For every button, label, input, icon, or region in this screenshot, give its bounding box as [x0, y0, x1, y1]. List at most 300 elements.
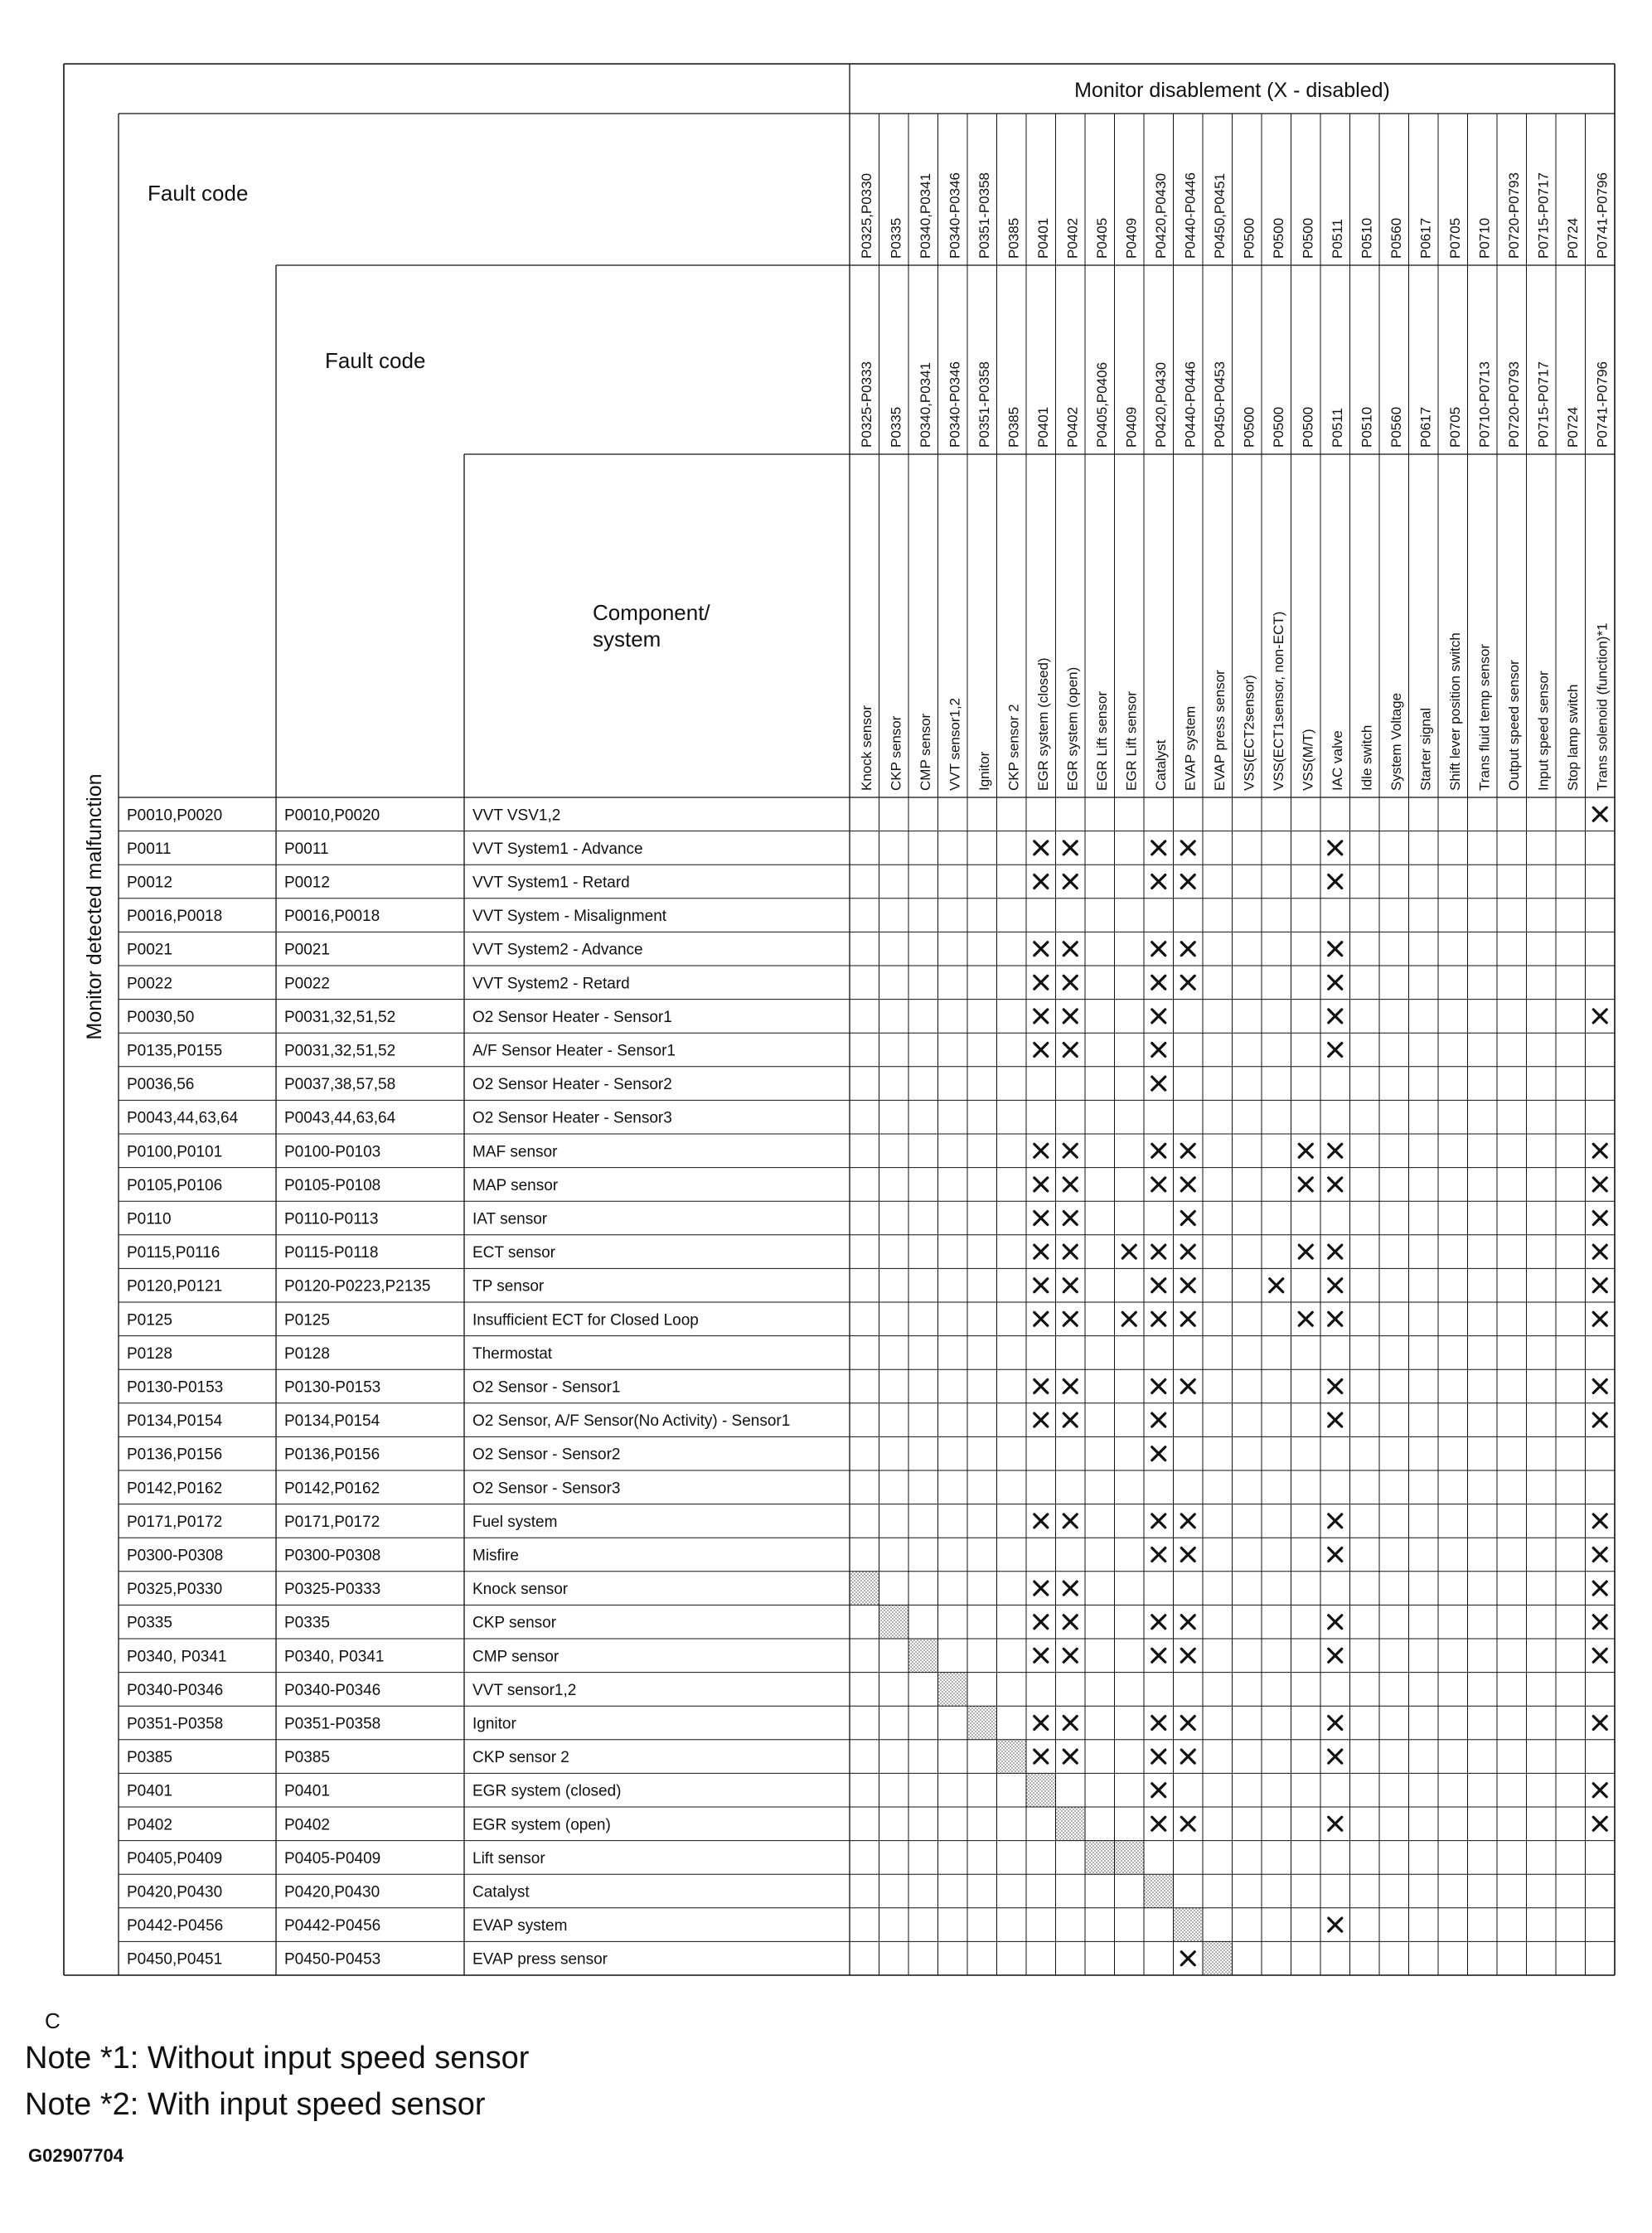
row-component: Fuel system	[472, 1513, 558, 1531]
disabled-mark-icon	[1593, 1649, 1606, 1662]
column-component-name: CMP sensor	[917, 713, 933, 791]
disabled-mark-icon	[1034, 875, 1048, 889]
column-component-name: Catalyst	[1152, 739, 1169, 791]
disabled-mark-icon	[1181, 1514, 1194, 1528]
disabled-mark-icon	[1063, 1582, 1077, 1595]
disabled-mark-icon	[1181, 1649, 1194, 1662]
disabled-mark-icon	[1034, 1750, 1048, 1763]
row-fault-code-2: P0325-P0333	[284, 1581, 381, 1599]
row-fault-code-1: P0351-P0358	[127, 1715, 224, 1733]
disabled-mark-icon	[1270, 1279, 1283, 1292]
column-fault-code-2: P0420,P0430	[1152, 361, 1169, 448]
shaded-cell	[1144, 1874, 1174, 1908]
note-c-label: C	[45, 2008, 61, 2033]
row-component: Catalyst	[472, 1883, 530, 1901]
row-fault-code-2: P0300-P0308	[284, 1547, 381, 1565]
disabled-mark-icon	[1152, 1413, 1165, 1427]
disabled-mark-icon	[1034, 1582, 1048, 1595]
disabled-mark-icon	[1152, 1380, 1165, 1393]
column-fault-code-1: P0720-P0793	[1505, 172, 1522, 259]
disabled-mark-icon	[1329, 976, 1342, 989]
disabled-mark-icon	[1329, 1245, 1342, 1258]
row-fault-code-2: P0335	[284, 1614, 330, 1632]
disabled-mark-icon	[1063, 1279, 1077, 1292]
column-fault-code-2: P0617	[1417, 406, 1434, 448]
row-fault-code-2: P0171,P0172	[284, 1513, 380, 1531]
shaded-cell	[938, 1673, 968, 1707]
row-fault-code-1: P0016,P0018	[127, 908, 223, 926]
shaded-cell	[1056, 1807, 1086, 1841]
column-fault-code-1: P0511	[1329, 219, 1345, 259]
disabled-mark-icon	[1593, 1279, 1606, 1292]
row-fault-code-1: P0021	[127, 941, 172, 959]
row-component: VVT System2 - Advance	[472, 941, 643, 959]
disabled-mark-icon	[1152, 1178, 1165, 1191]
disabled-mark-icon	[1329, 841, 1342, 855]
disabled-mark-icon	[1063, 942, 1077, 956]
column-fault-code-1: P0705	[1446, 217, 1463, 259]
column-fault-code-2: P0351-P0358	[976, 361, 992, 448]
disabled-mark-icon	[1034, 1144, 1048, 1157]
row-component: EGR system (closed)	[472, 1782, 622, 1800]
disabled-mark-icon	[1063, 1380, 1077, 1393]
row-fault-code-1: P0115,P0116	[127, 1244, 220, 1262]
disabled-mark-icon	[1152, 1784, 1165, 1797]
disabled-mark-icon	[1152, 942, 1165, 956]
row-component: Lift sensor	[472, 1849, 545, 1867]
disabled-mark-icon	[1593, 1380, 1606, 1393]
column-fault-code-1: P0741-P0796	[1594, 172, 1611, 259]
disabled-mark-icon	[1593, 807, 1606, 821]
disabled-mark-icon	[1329, 1514, 1342, 1528]
column-fault-code-2: P0335	[888, 406, 904, 448]
row-fault-code-1: P0036,56	[127, 1076, 195, 1094]
row-fault-code-1: P0010,P0020	[127, 806, 223, 825]
column-fault-code-1: P0409	[1123, 217, 1140, 259]
disabled-mark-icon	[1181, 875, 1194, 889]
row-fault-code-1: P0335	[127, 1614, 172, 1632]
column-fault-code-2: P0720-P0793	[1505, 361, 1522, 448]
disabled-mark-icon	[1181, 1615, 1194, 1629]
fault-code-label-primary: Fault code	[148, 181, 249, 206]
disabled-mark-icon	[1063, 1312, 1077, 1325]
disabled-mark-icon	[1152, 1312, 1165, 1325]
row-fault-code-2: P0105-P0108	[284, 1176, 381, 1194]
row-fault-code-2: P0031,32,51,52	[284, 1008, 396, 1026]
row-component: EVAP press sensor	[472, 1950, 608, 1969]
disabled-mark-icon	[1034, 1178, 1048, 1191]
disabled-mark-icon	[1181, 1144, 1194, 1157]
disabled-mark-icon	[1122, 1312, 1136, 1325]
disabled-mark-icon	[1152, 841, 1165, 855]
row-fault-code-1: P0405,P0409	[127, 1849, 223, 1867]
disabled-mark-icon	[1063, 1044, 1077, 1057]
disabled-mark-icon	[1152, 1144, 1165, 1157]
column-fault-code-2: P0705	[1446, 406, 1463, 448]
column-component-name: EVAP press sensor	[1211, 670, 1228, 791]
disabled-mark-icon	[1329, 1750, 1342, 1763]
note-1: Note *1: Without input speed sensor	[25, 2041, 530, 2076]
disabled-mark-icon	[1152, 1279, 1165, 1292]
row-fault-code-2: P0043,44,63,64	[284, 1109, 396, 1127]
row-component: O2 Sensor Heater - Sensor3	[472, 1109, 672, 1127]
disabled-mark-icon	[1181, 1952, 1194, 1965]
row-fault-code-2: P0340, P0341	[284, 1648, 385, 1666]
shaded-cell	[1085, 1841, 1115, 1875]
disabled-mark-icon	[1152, 875, 1165, 889]
disabled-mark-icon	[1034, 1380, 1048, 1393]
fault-code-label-secondary: Fault code	[325, 348, 426, 373]
row-component: CKP sensor 2	[472, 1749, 569, 1767]
disabled-mark-icon	[1063, 875, 1077, 889]
disabled-mark-icon	[1329, 875, 1342, 889]
row-fault-code-2: P0021	[284, 941, 330, 959]
disabled-mark-icon	[1593, 1144, 1606, 1157]
column-fault-code-2: P0500	[1300, 406, 1316, 448]
column-fault-code-2: P0510	[1359, 406, 1375, 448]
figure-id: G02907704	[28, 2145, 124, 2166]
disabled-mark-icon	[1181, 942, 1194, 956]
row-fault-code-1: P0171,P0172	[127, 1513, 223, 1531]
disabled-mark-icon	[1152, 1649, 1165, 1662]
row-fault-code-1: P0105,P0106	[127, 1176, 223, 1194]
disabled-mark-icon	[1063, 1717, 1077, 1730]
row-fault-code-1: P0420,P0430	[127, 1883, 223, 1901]
disabled-mark-icon	[1034, 1649, 1048, 1662]
row-component: VVT System1 - Retard	[472, 874, 630, 892]
disabled-mark-icon	[1329, 1548, 1342, 1562]
row-fault-code-2: P0405-P0409	[284, 1849, 381, 1867]
row-fault-code-2: P0031,32,51,52	[284, 1042, 396, 1060]
disabled-mark-icon	[1329, 942, 1342, 956]
disabled-mark-icon	[1034, 942, 1048, 956]
row-component: O2 Sensor - Sensor3	[472, 1480, 621, 1498]
disabled-mark-icon	[1299, 1144, 1312, 1157]
column-fault-code-1: P0715-P0717	[1535, 172, 1552, 259]
disabled-mark-icon	[1034, 1044, 1048, 1057]
disabled-mark-icon	[1034, 1010, 1048, 1023]
row-component: VVT VSV1,2	[472, 806, 561, 825]
column-component-name: Trans solenoid (function)*1	[1594, 622, 1611, 791]
row-component: CKP sensor	[472, 1614, 557, 1632]
row-component: VVT sensor1,2	[472, 1681, 577, 1699]
disabled-mark-icon	[1593, 1582, 1606, 1595]
row-component: O2 Sensor Heater - Sensor2	[472, 1076, 672, 1094]
row-fault-code-1: P0402	[127, 1816, 172, 1834]
disabled-mark-icon	[1034, 1717, 1048, 1730]
row-fault-code-2: P0115-P0118	[284, 1244, 379, 1262]
shaded-cell	[850, 1572, 879, 1606]
disabled-mark-icon	[1329, 1717, 1342, 1730]
disabled-mark-icon	[1034, 1212, 1048, 1225]
column-component-name: EGR Lift sensor	[1093, 691, 1110, 791]
row-component: O2 Sensor Heater - Sensor1	[472, 1008, 672, 1026]
disabled-mark-icon	[1329, 1413, 1342, 1427]
row-fault-code-1: P0340, P0341	[127, 1648, 227, 1666]
disabled-mark-icon	[1034, 841, 1048, 855]
row-fault-code-2: P0442-P0456	[284, 1917, 381, 1935]
row-fault-code-2: P0402	[284, 1816, 330, 1834]
shaded-cell	[1174, 1908, 1204, 1942]
row-fault-code-1: P0030,50	[127, 1008, 195, 1026]
row-fault-code-2: P0037,38,57,58	[284, 1076, 396, 1094]
column-fault-code-2: P0405,P0406	[1093, 361, 1110, 448]
disabled-mark-icon	[1063, 1245, 1077, 1258]
row-fault-code-1: P0136,P0156	[127, 1446, 223, 1464]
disabled-mark-icon	[1181, 1178, 1194, 1191]
column-component-name: Stop lamp switch	[1564, 684, 1581, 791]
disabled-mark-icon	[1063, 1212, 1077, 1225]
disabled-mark-icon	[1181, 1548, 1194, 1562]
shaded-cell	[908, 1639, 938, 1673]
row-fault-code-2: P0022	[284, 975, 330, 993]
column-fault-code-1: P0351-P0358	[976, 172, 992, 259]
row-component: IAT sensor	[472, 1210, 548, 1228]
row-fault-code-1: P0011	[127, 840, 172, 858]
row-component: Thermostat	[472, 1344, 553, 1363]
row-fault-code-1: P0385	[127, 1749, 172, 1767]
row-component: Ignitor	[472, 1715, 516, 1733]
row-component: Knock sensor	[472, 1581, 569, 1599]
disabled-mark-icon	[1329, 1649, 1342, 1662]
disabled-mark-icon	[1593, 1245, 1606, 1258]
column-fault-code-1: P0340-P0346	[947, 172, 963, 259]
disabled-mark-icon	[1152, 1750, 1165, 1763]
row-fault-code-2: P0136,P0156	[284, 1446, 380, 1464]
column-fault-code-2: P0325-P0333	[858, 361, 874, 448]
row-fault-code-2: P0420,P0430	[284, 1883, 380, 1901]
column-fault-code-1: P0710	[1476, 217, 1493, 259]
disabled-mark-icon	[1329, 1312, 1342, 1325]
disabled-mark-icon	[1329, 1279, 1342, 1292]
column-fault-code-2: P0724	[1564, 406, 1581, 448]
disabled-mark-icon	[1329, 1380, 1342, 1393]
column-component-name: EGR system (closed)	[1034, 657, 1051, 791]
row-fault-code-1: P0135,P0155	[127, 1042, 223, 1060]
disabled-mark-icon	[1593, 1413, 1606, 1427]
disabled-mark-icon	[1329, 1615, 1342, 1629]
disabled-mark-icon	[1329, 1817, 1342, 1830]
disabled-mark-icon	[1593, 1784, 1606, 1797]
disabled-mark-icon	[1152, 1817, 1165, 1830]
row-fault-code-1: P0012	[127, 874, 172, 892]
disabled-mark-icon	[1063, 1413, 1077, 1427]
shaded-cell	[1026, 1773, 1056, 1807]
column-fault-code-1: P0500	[1270, 217, 1286, 259]
column-fault-code-1: P0335	[888, 217, 904, 259]
component-system-label: Component/	[593, 600, 710, 625]
disabled-mark-icon	[1152, 1717, 1165, 1730]
row-component: O2 Sensor - Sensor2	[472, 1446, 621, 1464]
disabled-mark-icon	[1034, 1413, 1048, 1427]
row-component: EGR system (open)	[472, 1816, 611, 1834]
column-fault-code-2: P0741-P0796	[1594, 361, 1611, 448]
column-fault-code-1: P0401	[1034, 217, 1051, 259]
disabled-mark-icon	[1329, 1918, 1342, 1931]
column-fault-code-1: P0385	[1005, 217, 1022, 259]
row-fault-code-2: P0010,P0020	[284, 806, 380, 825]
row-fault-code-1: P0442-P0456	[127, 1917, 224, 1935]
column-fault-code-1: P0500	[1300, 217, 1316, 259]
row-fault-code-2: P0016,P0018	[284, 908, 380, 926]
column-fault-code-1: P0325,P0330	[858, 172, 874, 259]
column-fault-code-2: P0340,P0341	[917, 361, 933, 448]
column-fault-code-1: P0440-P0446	[1182, 172, 1199, 259]
column-component-name: EVAP system	[1182, 705, 1199, 791]
disabled-mark-icon	[1181, 841, 1194, 855]
disabled-mark-icon	[1299, 1312, 1312, 1325]
row-component: Insufficient ECT for Closed Loop	[472, 1311, 699, 1330]
row-fault-code-1: P0120,P0121	[127, 1277, 223, 1296]
column-fault-code-2: P0560	[1388, 406, 1404, 448]
row-fault-code-1: P0340-P0346	[127, 1681, 224, 1699]
column-component-name: EGR Lift sensor	[1123, 691, 1140, 791]
column-fault-code-2: P0440-P0446	[1182, 361, 1199, 448]
row-component: CMP sensor	[472, 1648, 560, 1666]
row-fault-code-1: P0450,P0451	[127, 1950, 223, 1969]
column-component-name: IAC valve	[1329, 730, 1345, 791]
note-2: Note *2: With input speed sensor	[25, 2087, 486, 2122]
row-fault-code-1: P0100,P0101	[127, 1143, 223, 1161]
column-fault-code-1: P0450,P0451	[1211, 172, 1228, 259]
disabled-mark-icon	[1593, 1548, 1606, 1562]
disabled-mark-icon	[1152, 1447, 1165, 1460]
disabled-mark-icon	[1299, 1245, 1312, 1258]
disabled-mark-icon	[1181, 1717, 1194, 1730]
disabled-mark-icon	[1152, 1010, 1165, 1023]
column-fault-code-2: P0710-P0713	[1476, 361, 1493, 448]
disabled-mark-icon	[1063, 976, 1077, 989]
row-fault-code-2: P0450-P0453	[284, 1950, 381, 1969]
column-fault-code-1: P0724	[1564, 217, 1581, 259]
disabled-mark-icon	[1181, 1817, 1194, 1830]
disabled-mark-icon	[1063, 1514, 1077, 1528]
disabled-mark-icon	[1152, 1514, 1165, 1528]
column-component-name: EGR system (open)	[1064, 666, 1081, 791]
row-component: A/F Sensor Heater - Sensor1	[472, 1042, 676, 1060]
row-fault-code-1: P0125	[127, 1311, 172, 1330]
disabled-mark-icon	[1593, 1312, 1606, 1325]
row-fault-code-1: P0128	[127, 1344, 172, 1363]
disabled-mark-icon	[1034, 1279, 1048, 1292]
row-fault-code-2: P0130-P0153	[284, 1378, 381, 1397]
row-component: Misfire	[472, 1547, 519, 1565]
disabled-mark-icon	[1593, 1212, 1606, 1225]
disabled-mark-icon	[1063, 1178, 1077, 1191]
disabled-mark-icon	[1034, 1312, 1048, 1325]
disabled-mark-icon	[1152, 1044, 1165, 1057]
column-component-name: VSS(ECT1sensor, non-ECT)	[1270, 611, 1286, 791]
column-fault-code-1: P0500	[1241, 217, 1257, 259]
column-fault-code-2: P0385	[1005, 406, 1022, 448]
column-fault-code-2: P0715-P0717	[1535, 361, 1552, 448]
row-fault-code-2: P0012	[284, 874, 330, 892]
disabled-mark-icon	[1034, 1615, 1048, 1629]
disabled-mark-icon	[1122, 1245, 1136, 1258]
row-component: MAP sensor	[472, 1176, 559, 1194]
disabled-mark-icon	[1299, 1178, 1312, 1191]
column-component-name: Output speed sensor	[1505, 660, 1522, 791]
column-fault-code-1: P0420,P0430	[1152, 172, 1169, 259]
disabled-mark-icon	[1593, 1717, 1606, 1730]
disabled-mark-icon	[1329, 1044, 1342, 1057]
disabled-mark-icon	[1152, 976, 1165, 989]
row-fault-code-1: P0110	[127, 1210, 172, 1228]
row-component: EVAP system	[472, 1917, 568, 1935]
monitor-disablement-title: Monitor disablement (X - disabled)	[1074, 79, 1390, 102]
disabled-mark-icon	[1329, 1144, 1342, 1157]
row-fault-code-2: P0401	[284, 1782, 330, 1800]
column-component-name: Knock sensor	[858, 705, 874, 791]
column-component-name: CKP sensor	[888, 715, 904, 791]
disabled-mark-icon	[1034, 976, 1048, 989]
disabled-mark-icon	[1181, 1312, 1194, 1325]
disabled-mark-icon	[1329, 1010, 1342, 1023]
row-fault-code-1: P0325,P0330	[127, 1581, 223, 1599]
disabled-mark-icon	[1034, 1514, 1048, 1528]
row-fault-code-2: P0120-P0223,P2135	[284, 1277, 431, 1296]
column-component-name: Trans fluid temp sensor	[1476, 644, 1493, 791]
column-fault-code-1: P0617	[1417, 217, 1434, 259]
shaded-cell	[1203, 1941, 1233, 1975]
disabled-mark-icon	[1063, 1010, 1077, 1023]
disabled-mark-icon	[1181, 1750, 1194, 1763]
disabled-mark-icon	[1063, 1649, 1077, 1662]
row-component: VVT System1 - Advance	[472, 840, 643, 858]
disabled-mark-icon	[1152, 1548, 1165, 1562]
column-fault-code-2: P0500	[1241, 406, 1257, 448]
row-fault-code-2: P0134,P0154	[284, 1412, 380, 1431]
row-component: O2 Sensor - Sensor1	[472, 1378, 621, 1397]
column-fault-code-1: P0402	[1064, 217, 1081, 259]
column-fault-code-1: P0405	[1093, 217, 1110, 259]
disabled-mark-icon	[1593, 1178, 1606, 1191]
row-component: TP sensor	[472, 1277, 545, 1296]
shaded-cell	[997, 1740, 1027, 1774]
column-component-name: Shift lever position switch	[1446, 632, 1463, 791]
column-component-name: Ignitor	[976, 751, 992, 791]
row-component: VVT System2 - Retard	[472, 975, 630, 993]
column-fault-code-2: P0401	[1034, 406, 1051, 448]
column-component-name: VSS(M/T)	[1300, 729, 1316, 791]
column-component-name: VVT sensor1,2	[947, 697, 963, 791]
row-fault-code-2: P0100-P0103	[284, 1143, 381, 1161]
disabled-mark-icon	[1593, 1615, 1606, 1629]
row-fault-code-2: P0385	[284, 1749, 330, 1767]
disabled-mark-icon	[1181, 1212, 1194, 1225]
disabled-mark-icon	[1034, 1245, 1048, 1258]
row-fault-code-2: P0340-P0346	[284, 1681, 381, 1699]
row-component: ECT sensor	[472, 1244, 555, 1262]
column-fault-code-2: P0402	[1064, 406, 1081, 448]
disabled-mark-icon	[1181, 1380, 1194, 1393]
row-fault-code-1: P0043,44,63,64	[127, 1109, 239, 1127]
disabled-mark-icon	[1152, 1245, 1165, 1258]
row-fault-code-1: P0142,P0162	[127, 1480, 223, 1498]
column-component-name: Idle switch	[1359, 724, 1375, 791]
shaded-cell	[879, 1605, 909, 1639]
disabled-mark-icon	[1181, 1245, 1194, 1258]
disabled-mark-icon	[1063, 1615, 1077, 1629]
shaded-cell	[967, 1706, 997, 1740]
disabled-mark-icon	[1181, 1279, 1194, 1292]
column-fault-code-2: P0340-P0346	[947, 361, 963, 448]
row-fault-code-1: P0130-P0153	[127, 1378, 224, 1397]
disabled-mark-icon	[1152, 1615, 1165, 1629]
disabled-mark-icon	[1181, 976, 1194, 989]
column-component-name: Starter signal	[1417, 707, 1434, 791]
row-fault-code-1: P0022	[127, 975, 172, 993]
